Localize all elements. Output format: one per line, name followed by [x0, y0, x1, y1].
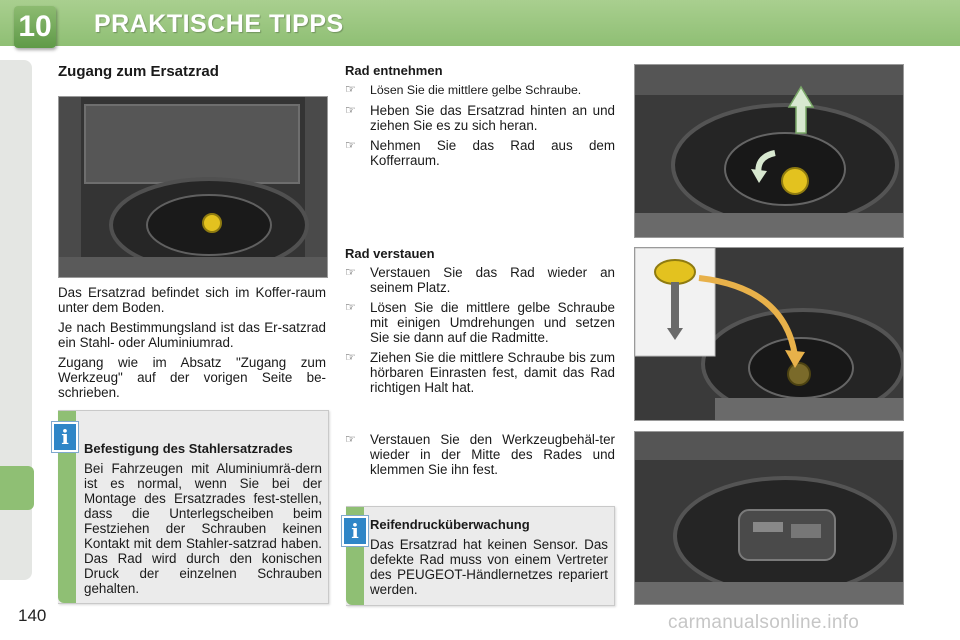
remove-wheel-steps	[345, 82, 615, 173]
step-item: ☞ Heben Sie das Ersatzrad hinten an und ziehen Sie es zu sich heran.	[345, 103, 615, 133]
tool-box-steps	[345, 432, 615, 482]
intro-paragraph: Zugang wie im Absatz "Zugang zum Werkzeug" auf der vorigen Seite be-schrieben.	[58, 355, 326, 400]
intro-paragraph: Das Ersatzrad befindet sich im Koffer-raum unter dem Boden.	[58, 285, 326, 315]
chapter-title: PRAKTISCHE TIPPS	[94, 10, 344, 38]
info-box-heading: Befestigung des Stahlersatzrades	[84, 441, 293, 456]
remove-wheel-photo	[634, 64, 904, 238]
pointing-hand-icon: ☞	[345, 82, 356, 96]
step-item: ☞ Lösen Sie die mittlere gelbe Schraube mit einigen Umdrehungen und setzen Sie sie dann auf die Radmitte.	[345, 300, 615, 345]
pointing-hand-icon: ☞	[345, 432, 356, 446]
chapter-side-tab	[0, 466, 34, 510]
step-item: ☞ Verstauen Sie den Werkzeugbehäl-ter wieder in der Mitte des Rades und klemmen Sie ihn fest.	[345, 432, 615, 477]
step-item: ☞ Verstauen Sie das Rad wieder an seinem Platz.	[345, 265, 615, 295]
stow-wheel-heading: Rad verstauen	[345, 246, 435, 261]
info-box-text: Bei Fahrzeugen mit Aluminiumrä-dern ist es normal, wenn Sie bei der Montage des Ersatzrades fest-stellen, dass die Unterlegscheiben beim Festziehen der Schrauben keinen Kontakt mit dem Stahler-satzrad haben. Das Rad wird durch den konischen Druck der einzelnen Schrauben gehalten.	[84, 461, 322, 596]
pointing-hand-icon: ☞	[345, 350, 356, 364]
step-item: ☞ Lösen Sie die mittlere gelbe Schraube.	[345, 82, 582, 97]
info-box-tyre-pressure	[346, 506, 615, 606]
info-box-steel-wheel	[58, 410, 329, 604]
info-icon: i	[52, 422, 78, 452]
intro-text	[58, 285, 326, 405]
pointing-hand-icon: ☞	[345, 265, 356, 279]
watermark: carmanualsonline.info	[668, 612, 860, 633]
pointing-hand-icon: ☞	[345, 103, 356, 117]
pointing-hand-icon: ☞	[345, 300, 356, 314]
stow-wheel-steps	[345, 265, 615, 400]
step-item: ☞ Nehmen Sie das Rad aus dem Kofferraum.	[345, 138, 615, 168]
tool-box-photo	[634, 431, 904, 605]
stow-wheel-photo	[634, 247, 904, 421]
chapter-number-badge: 10	[14, 6, 56, 48]
info-box-heading: Reifendrucküberwachung	[370, 517, 530, 532]
remove-wheel-heading: Rad entnehmen	[345, 63, 443, 78]
info-icon: i	[342, 516, 368, 546]
intro-paragraph: Je nach Bestimmungsland ist das Er-satzrad ein Stahl- oder Aluminiumrad.	[58, 320, 326, 350]
step-item: ☞ Ziehen Sie die mittlere Schraube bis zum hörbaren Einrasten fest, damit das Rad richtigen Halt hat.	[345, 350, 615, 395]
trunk-spare-wheel-photo	[58, 96, 328, 278]
page-number: 140	[18, 606, 47, 625]
info-box-text: Das Ersatzrad hat keinen Sensor. Das defekte Rad muss von einem Vertreter des PEUGEOT-Händlernetzes repariert werden.	[370, 537, 608, 597]
pointing-hand-icon: ☞	[345, 138, 356, 152]
section-title: Zugang zum Ersatzrad	[58, 63, 219, 80]
